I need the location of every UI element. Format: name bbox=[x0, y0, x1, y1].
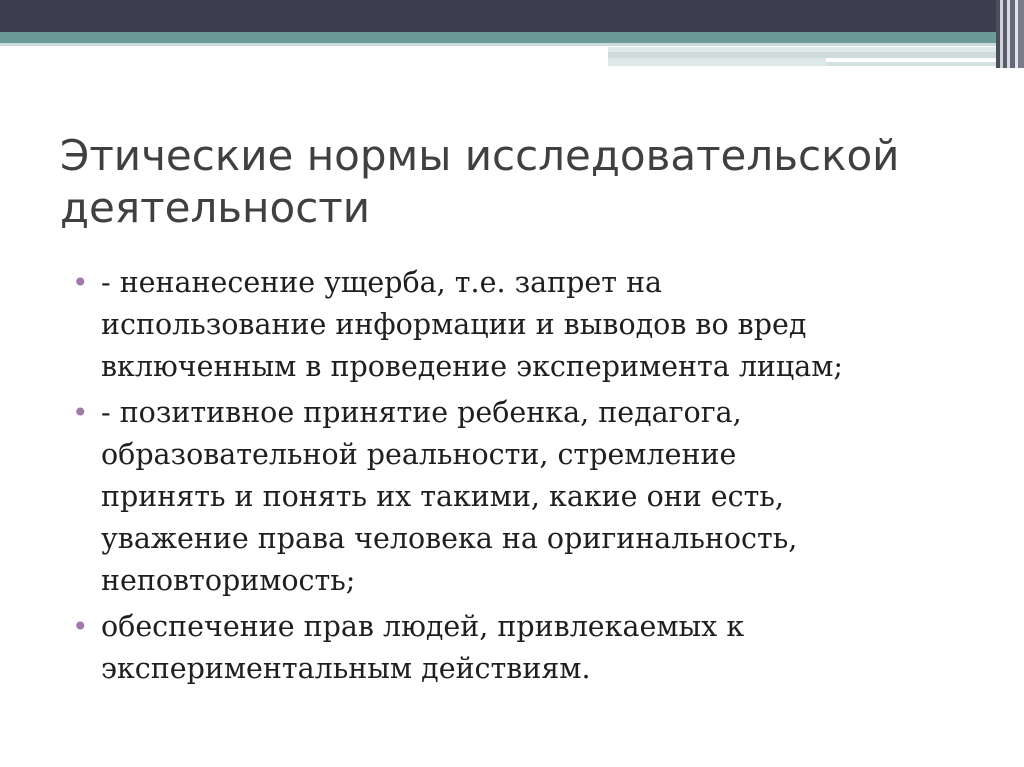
bullet-item bbox=[72, 262, 992, 388]
bullet-text-line: включенным в проведение эксперимента лицам; bbox=[101, 350, 844, 383]
bullet-text-line: - ненанесение ущерба, т.е. запрет на bbox=[101, 266, 663, 299]
header-teal-light-band bbox=[0, 43, 996, 46]
header-dark-band bbox=[0, 0, 996, 32]
bullet-text-line: экспериментальным действиям. bbox=[101, 652, 591, 685]
bullet-item bbox=[72, 606, 992, 690]
bullet-dot-icon: • bbox=[72, 266, 89, 299]
bullet-text-line: уважение права человека на оригинальность, bbox=[101, 522, 798, 555]
header-step-band bbox=[608, 58, 826, 66]
bullet-text-line: обеспечение прав людей, привлекаемых к bbox=[101, 610, 745, 643]
bullet-dot-icon: • bbox=[72, 610, 89, 643]
bullet-text-line: образовательной реальности, стремление bbox=[101, 438, 737, 471]
bullet-text-line: - позитивное принятие ребенка, педагога, bbox=[101, 396, 742, 429]
bullet-text-line: принять и понять их такими, какие они есть, bbox=[101, 480, 784, 513]
corner-stripe bbox=[1018, 0, 1024, 68]
header-step-band bbox=[826, 62, 996, 66]
header-teal-band bbox=[0, 32, 996, 43]
bullet-item bbox=[72, 392, 992, 602]
slide-title-line: Этические нормы исследовательской bbox=[60, 131, 900, 180]
bullet-text-line: использование информации и выводов во вред bbox=[101, 308, 807, 341]
bullet-text-line: неповторимость; bbox=[101, 564, 356, 597]
slide-title bbox=[60, 130, 1000, 234]
bullet-list bbox=[72, 262, 992, 690]
bullet-dot-icon: • bbox=[72, 396, 89, 429]
slide-title-line: деятельности bbox=[60, 183, 371, 232]
